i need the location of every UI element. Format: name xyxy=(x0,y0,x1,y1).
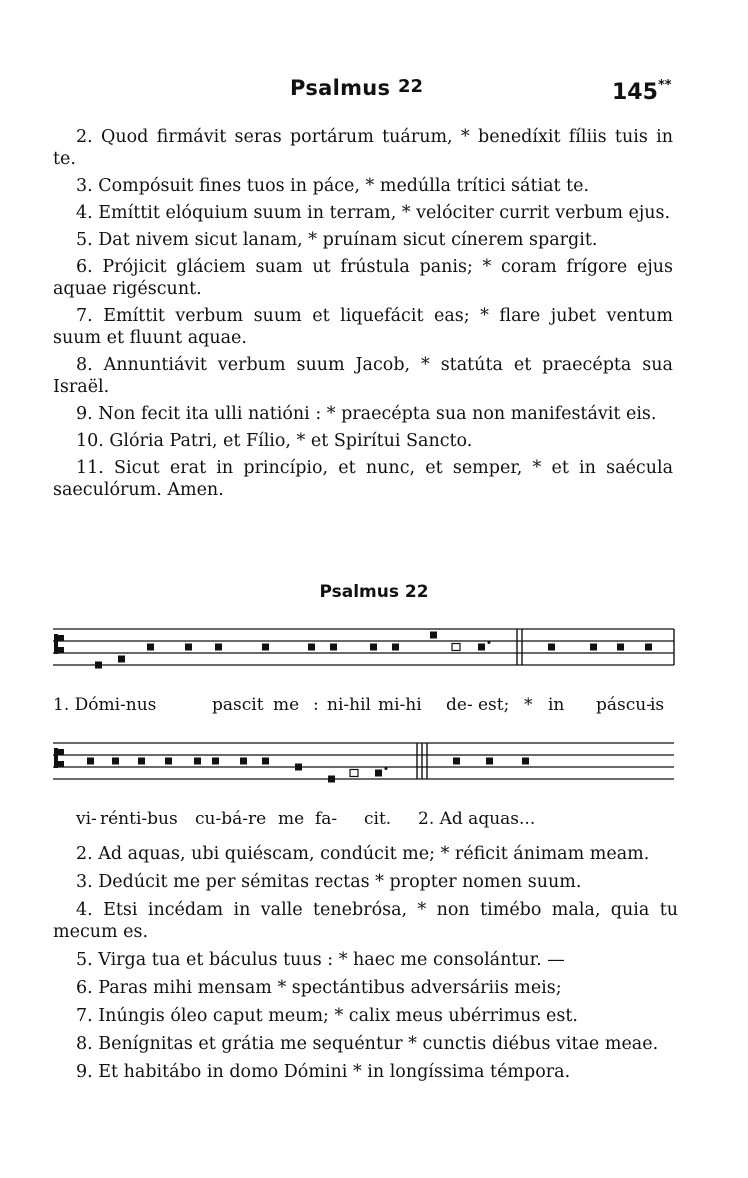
lyric-syllable: páscu- xyxy=(596,695,652,715)
neume xyxy=(522,758,529,765)
neume xyxy=(215,644,222,651)
neume xyxy=(112,758,119,765)
neume xyxy=(328,776,335,783)
neume xyxy=(645,644,652,651)
verse: 9. Non fecit ita ulli natióni : * praecépta sua non manifestávit eis. xyxy=(76,404,657,424)
verse: 9. Et habitábo in domo Dómini * in longíssima témpora. xyxy=(76,1062,571,1082)
neume xyxy=(486,758,493,765)
neume xyxy=(308,644,315,651)
verse: 10. Glória Patri, et Fílio, * et Spirítui Sancto. xyxy=(76,431,473,451)
lyric-syllable: de- xyxy=(446,695,473,715)
neume-open xyxy=(350,770,358,777)
neume xyxy=(240,758,247,765)
lyric-syllable: ni-hil xyxy=(327,695,371,715)
neume xyxy=(617,644,624,651)
neume xyxy=(138,758,145,765)
clef-head xyxy=(58,761,64,767)
lyric-syllable: is xyxy=(650,695,665,715)
neume xyxy=(392,644,399,651)
chant-lyrics-2 xyxy=(0,809,748,833)
clef-head xyxy=(58,635,64,641)
page-number-suffix: ** xyxy=(657,78,672,93)
clef-head xyxy=(58,647,64,653)
verse: 2. Quod firmávit seras portárum tuárum, * benedíxit fíliis tuis in te. xyxy=(53,127,673,169)
lyric-syllable: rénti-bus xyxy=(100,809,178,829)
neume xyxy=(548,644,555,651)
verse: 5. Dat nivem sicut lanam, * pruínam sicut cínerem spargit. xyxy=(76,230,598,250)
verse: 7. Emíttit verbum suum et liquefácit eas; * flare jubet ventum suum et fluunt aquae. xyxy=(53,306,673,348)
mora-dot xyxy=(488,641,491,644)
lyric-syllable: est; xyxy=(478,695,510,715)
neume xyxy=(212,758,219,765)
lyric-syllable: 1. Dómi-nus xyxy=(53,695,157,715)
neume xyxy=(330,644,337,651)
verse: 3. Compósuit fines tuos in páce, * medúlla trítici sátiat te. xyxy=(76,176,590,196)
lyric-syllable: fa- xyxy=(315,809,338,829)
verse: 6. Prójicit gláciem suam ut frústula panis; * coram frígore ejus aquae rigéscunt. xyxy=(53,257,673,299)
verse: 4. Emíttit elóquium suum in terram, * velóciter currit verbum ejus. xyxy=(76,203,671,223)
neume xyxy=(95,662,102,669)
lyric-syllable: 2. Ad aquas... xyxy=(418,809,536,829)
lyric-syllable: me xyxy=(278,809,305,829)
neume xyxy=(295,764,302,771)
lyric-syllable: * xyxy=(524,695,533,715)
neume-open xyxy=(452,644,460,651)
lyric-syllable: cit. xyxy=(364,809,392,829)
lyric-syllable: in xyxy=(548,695,565,715)
neume xyxy=(87,758,94,765)
neume xyxy=(430,632,437,639)
neume xyxy=(262,644,269,651)
lyric-syllable: cu-bá-re xyxy=(195,809,267,829)
mora-dot xyxy=(385,767,388,770)
verse: 11. Sicut erat in princípio, et nunc, et semper, * et in saécula saeculórum. Amen. xyxy=(53,458,673,500)
psalm-verses-bottom xyxy=(53,843,678,1083)
clef-stem xyxy=(54,748,58,768)
chant-staff-1 xyxy=(53,629,674,669)
lyric-syllable: me xyxy=(273,695,300,715)
header-psalm-number: 22 xyxy=(398,76,424,97)
verse: 8. Annuntiávit verbum suum Jacob, * statúta et praecépta sua Israël. xyxy=(53,355,673,397)
lyric-syllable: : xyxy=(313,695,319,715)
verse: 5. Virga tua et báculus tuus : * haec me consolántur. — xyxy=(76,950,565,970)
page-number-value: 145 xyxy=(612,80,658,105)
neume xyxy=(118,656,125,663)
neume xyxy=(262,758,269,765)
verse: 8. Benígnitas et grátia me sequéntur * cunctis diébus vitae meae. xyxy=(76,1034,659,1054)
lyric-syllable: vi- xyxy=(76,809,97,829)
neume xyxy=(194,758,201,765)
neume xyxy=(590,644,597,651)
neume xyxy=(478,644,485,651)
verse: 6. Paras mihi mensam * spectántibus adversáriis meis; xyxy=(76,978,562,998)
neume xyxy=(370,644,377,651)
verse: 4. Etsi incédam in valle tenebrósa, * non timébo mala, quia tu mecum es. xyxy=(53,900,678,942)
header-title: Psalmus xyxy=(290,76,391,100)
neume xyxy=(147,644,154,651)
clef-stem xyxy=(54,634,58,654)
neume xyxy=(185,644,192,651)
verse: 3. Dedúcit me per sémitas rectas * propter nomen suum. xyxy=(76,872,582,892)
verse: 7. Inúngis óleo caput meum; * calix meus ubérrimus est. xyxy=(76,1006,578,1026)
chant-staff-2 xyxy=(53,743,674,783)
chant-lyrics-1 xyxy=(0,695,748,719)
clef-head xyxy=(58,749,64,755)
neume xyxy=(453,758,460,765)
neume xyxy=(375,770,382,777)
section-title: Psalmus 22 xyxy=(319,582,429,602)
lyric-syllable: pascit xyxy=(212,695,264,715)
lyric-syllable: mi-hi xyxy=(378,695,422,715)
verse: 2. Ad aquas, ubi quiéscam, condúcit me; * réficit ánimam meam. xyxy=(76,844,650,864)
neume xyxy=(165,758,172,765)
